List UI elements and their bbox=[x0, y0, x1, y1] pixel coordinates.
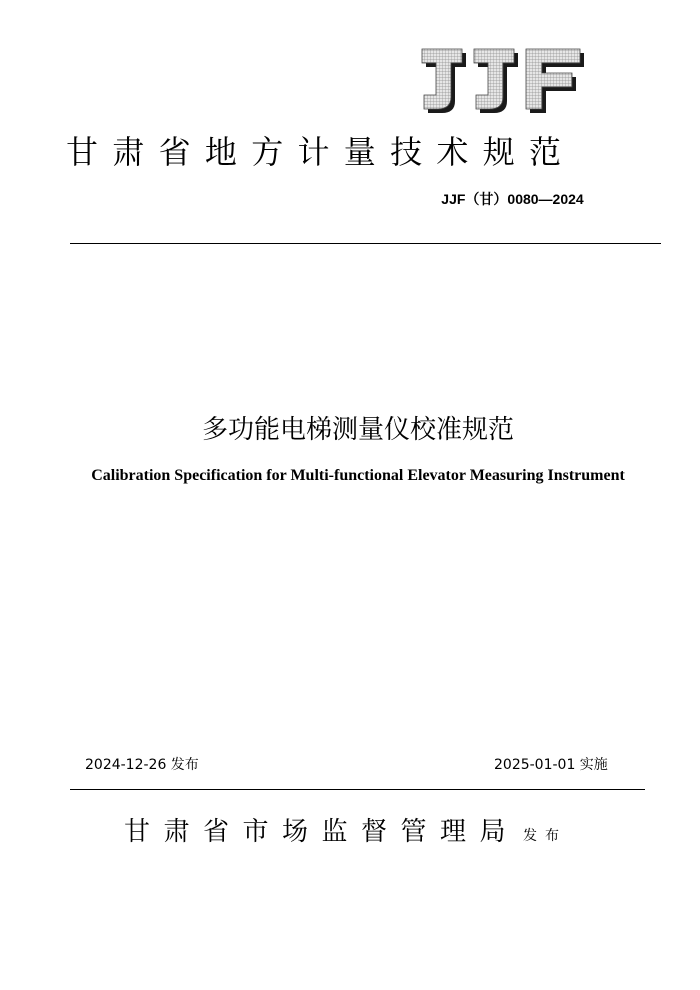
document-title-chinese: 多功能电梯测量仪校准规范 bbox=[201, 415, 514, 445]
header-divider bbox=[70, 243, 661, 244]
jjf-logo bbox=[418, 47, 586, 115]
document-title-english: Calibration Specification for Multi-functional Elevator Measuring Instrument bbox=[91, 467, 625, 484]
specification-code: JJF（甘）0080—2024 bbox=[441, 191, 584, 207]
issuer-title: 甘肃省地方计量技术规范 bbox=[66, 133, 576, 171]
effective-date: 2025-01-01 实施 bbox=[494, 757, 608, 773]
issuing-authority-suffix: 发布 bbox=[523, 828, 568, 844]
issuing-authority bbox=[124, 812, 567, 856]
issuing-authority-name: 甘肃省市场监督管理局 bbox=[124, 817, 520, 847]
footer-divider bbox=[70, 789, 645, 790]
issue-date: 2024-12-26 发布 bbox=[85, 757, 199, 773]
